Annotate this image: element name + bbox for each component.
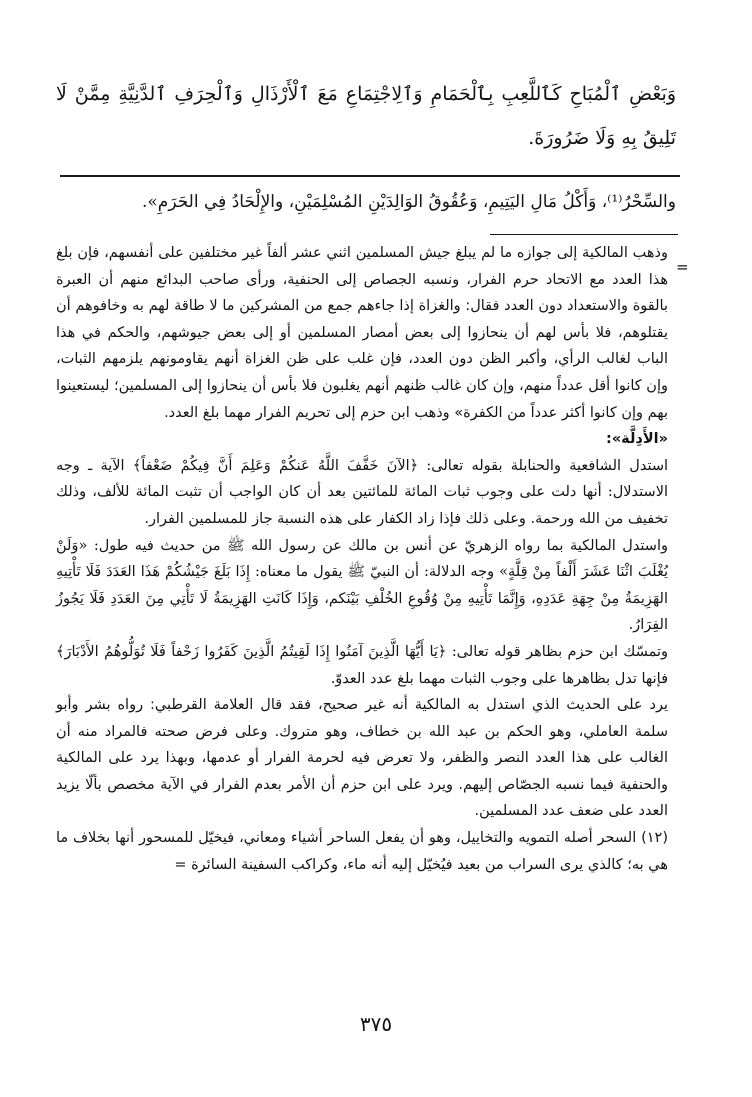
note-paragraph: وتمسّك ابن حزم بظاهر قوله تعالى: ﴿يَا أَيُّهَا الَّذِينَ آمَنُوا إِذَا لَقِيتُمُ الَّذِينَ كَفَرُوا زَحْفاً فَلَا تُوَلُّوهُمُ الأَدْبَارَ﴾ فإنها تدل بظاهرها على وجوب الثبات مهما بلغ عدد العدوّ.	[56, 643, 668, 687]
page-number: ٣٧٥	[359, 1012, 393, 1036]
footnote-12: (١٢) السحر أصله التمويه والتخاييل، وهو أن يفعل الساحر أشياء ومعاني، فيخيّل للمسحور أنها بخلاف ما هي به؛ كالذي يرى السراب من بعيد فيُخيّل إليه أنه ماء، وكراكب السفينة السائرة =	[56, 830, 668, 873]
note-paragraph: استدل الشافعية والحنابلة بقوله تعالى: ﴿الآنَ خَفَّفَ اللَّهُ عَنكُمْ وَعَلِمَ أَنَّ فِيكُمْ ضَعْفاً﴾ الآية ـ وجه الاستدلال: أنها دلت على وجوب ثبات المائة للمائتين بعد أن كان الواجب أن تثبت المائة للألف، وذلك تخفيف من الله ورحمة. وعلى ذلك فإذا زاد الكفار على هذه النسبة جاز للمسلمين الفرار.	[56, 457, 668, 527]
footnote-rule	[490, 234, 678, 235]
footnote-continuation: والسِّحْرُ⁽¹⁾، وَأَكْلُ مَالِ اليَتِيمِ، وَعُقُوقُ الوَالِدَيْنِ المُسْلِمَيْنِ، والإِلْحَادُ فِي الحَرَمِ».	[142, 192, 676, 212]
main-text: وَبَعْضِ ٱلْمُبَاحِ كَٱللَّعِبِ بِٱلْحَمَامِ وَٱلِاجْتِمَاعِ مَعَ ٱلْأَرْذَالِ وَٱلْحِرَفِ ٱلدَّنِيَّةِ مِمَّنْ لَا تَلِيقُ بِهِ وَلَا ضَرُورَةَ.	[56, 83, 676, 149]
note-paragraph: يرد على الحديث الذي استدل به المالكية أنه غير صحيح، فقد قال العلامة القرطبي: رواه بشر وأبو سلمة العاملي، وهو الحكم بن عبد الله بن خطاف، وهو متروك. وعلى فرض صحته فالمراد منه أن الغالب على هذا العدد النصر والظفر، ولا تعرض فيه لحرمة الفرار أو عدمها، وبهذا يرد على المالكية والحنفية فيما نسبه الجصّاص إليهم. ويرد على ابن حزم أن الأمر بعدم الفرار في الآية مخصص بألّا يزيد العدد على ضعف عدد المسلمين.	[56, 697, 668, 820]
note-paragraph: وذهب المالكية إلى جوازه ما لم يبلغ جيش المسلمين اثني عشر ألفاً غير مختلفين على أنفسهم، فإن بلغ هذا العدد مع الاتحاد حرم الفرار، ونسبه الجصاص إلى الحنفية، ورأى صاحب البدائع منهم أن العبرة بالقوة والاستعداد دون العدد فقال: والغزاة إذا جاءهم جمع من المشركين ما لا طاقة لهم به وخافوهم أن يقتلوهم، فلا بأس لهم أن ينحازوا إلى بعض أمصار المسلمين أو إلى بعض جيوشهم، والحكم في هذا الباب لغالب الرأي، وأكبر الظن دون العدد، فإن غلب على ظن الغزاة أنهم يقاومونهم يلزمهم الثبات، وإن كانوا أقل عدداً منهم، وإن كان غالب ظنهم أنهم يغلبون فلا بأس أن ينحازوا إلى المسلمين؛ ليستعينوا بهم وإن كانوا أكثر عدداً من الكفرة» وذهب ابن حزم إلى تحريم الفرار مهما بلغ العدد.	[56, 245, 668, 421]
continuation-mark: =	[676, 258, 689, 276]
note-heading: «الأَدِلَّة»:	[606, 431, 668, 448]
separator-rule	[60, 175, 680, 177]
footnotes	[56, 240, 668, 878]
note-paragraph: واستدل المالكية بما رواه الزهريّ عن أنس بن مالك عن رسول الله ﷺ من حديث فيه طول: «وَلَنْ يُغْلَبَ اثْنَا عَشَرَ أَلْفاً مِنْ قِلَّةٍ» وجه الدلالة: أن النبيّ ﷺ يقول ما معناه: إِذَا بَلَغَ جَيْشُكُمْ هَذَا العَدَدَ فَلَا تَأْتِيهِ الهَزِيمَةُ مِنْ جِهَةِ عَدَدِهِ، وَإِنَّمَا تَأْتِيهِ مِنْ وُقُوعِ الخُلْفِ بَيْنَكم، وَإِذَا كَانَتِ الهَزِيمَةُ لَا تَأْتِي مِنَ العَدَدِ فَلَا يَجُوزُ الفِرَارُ.	[56, 537, 668, 634]
